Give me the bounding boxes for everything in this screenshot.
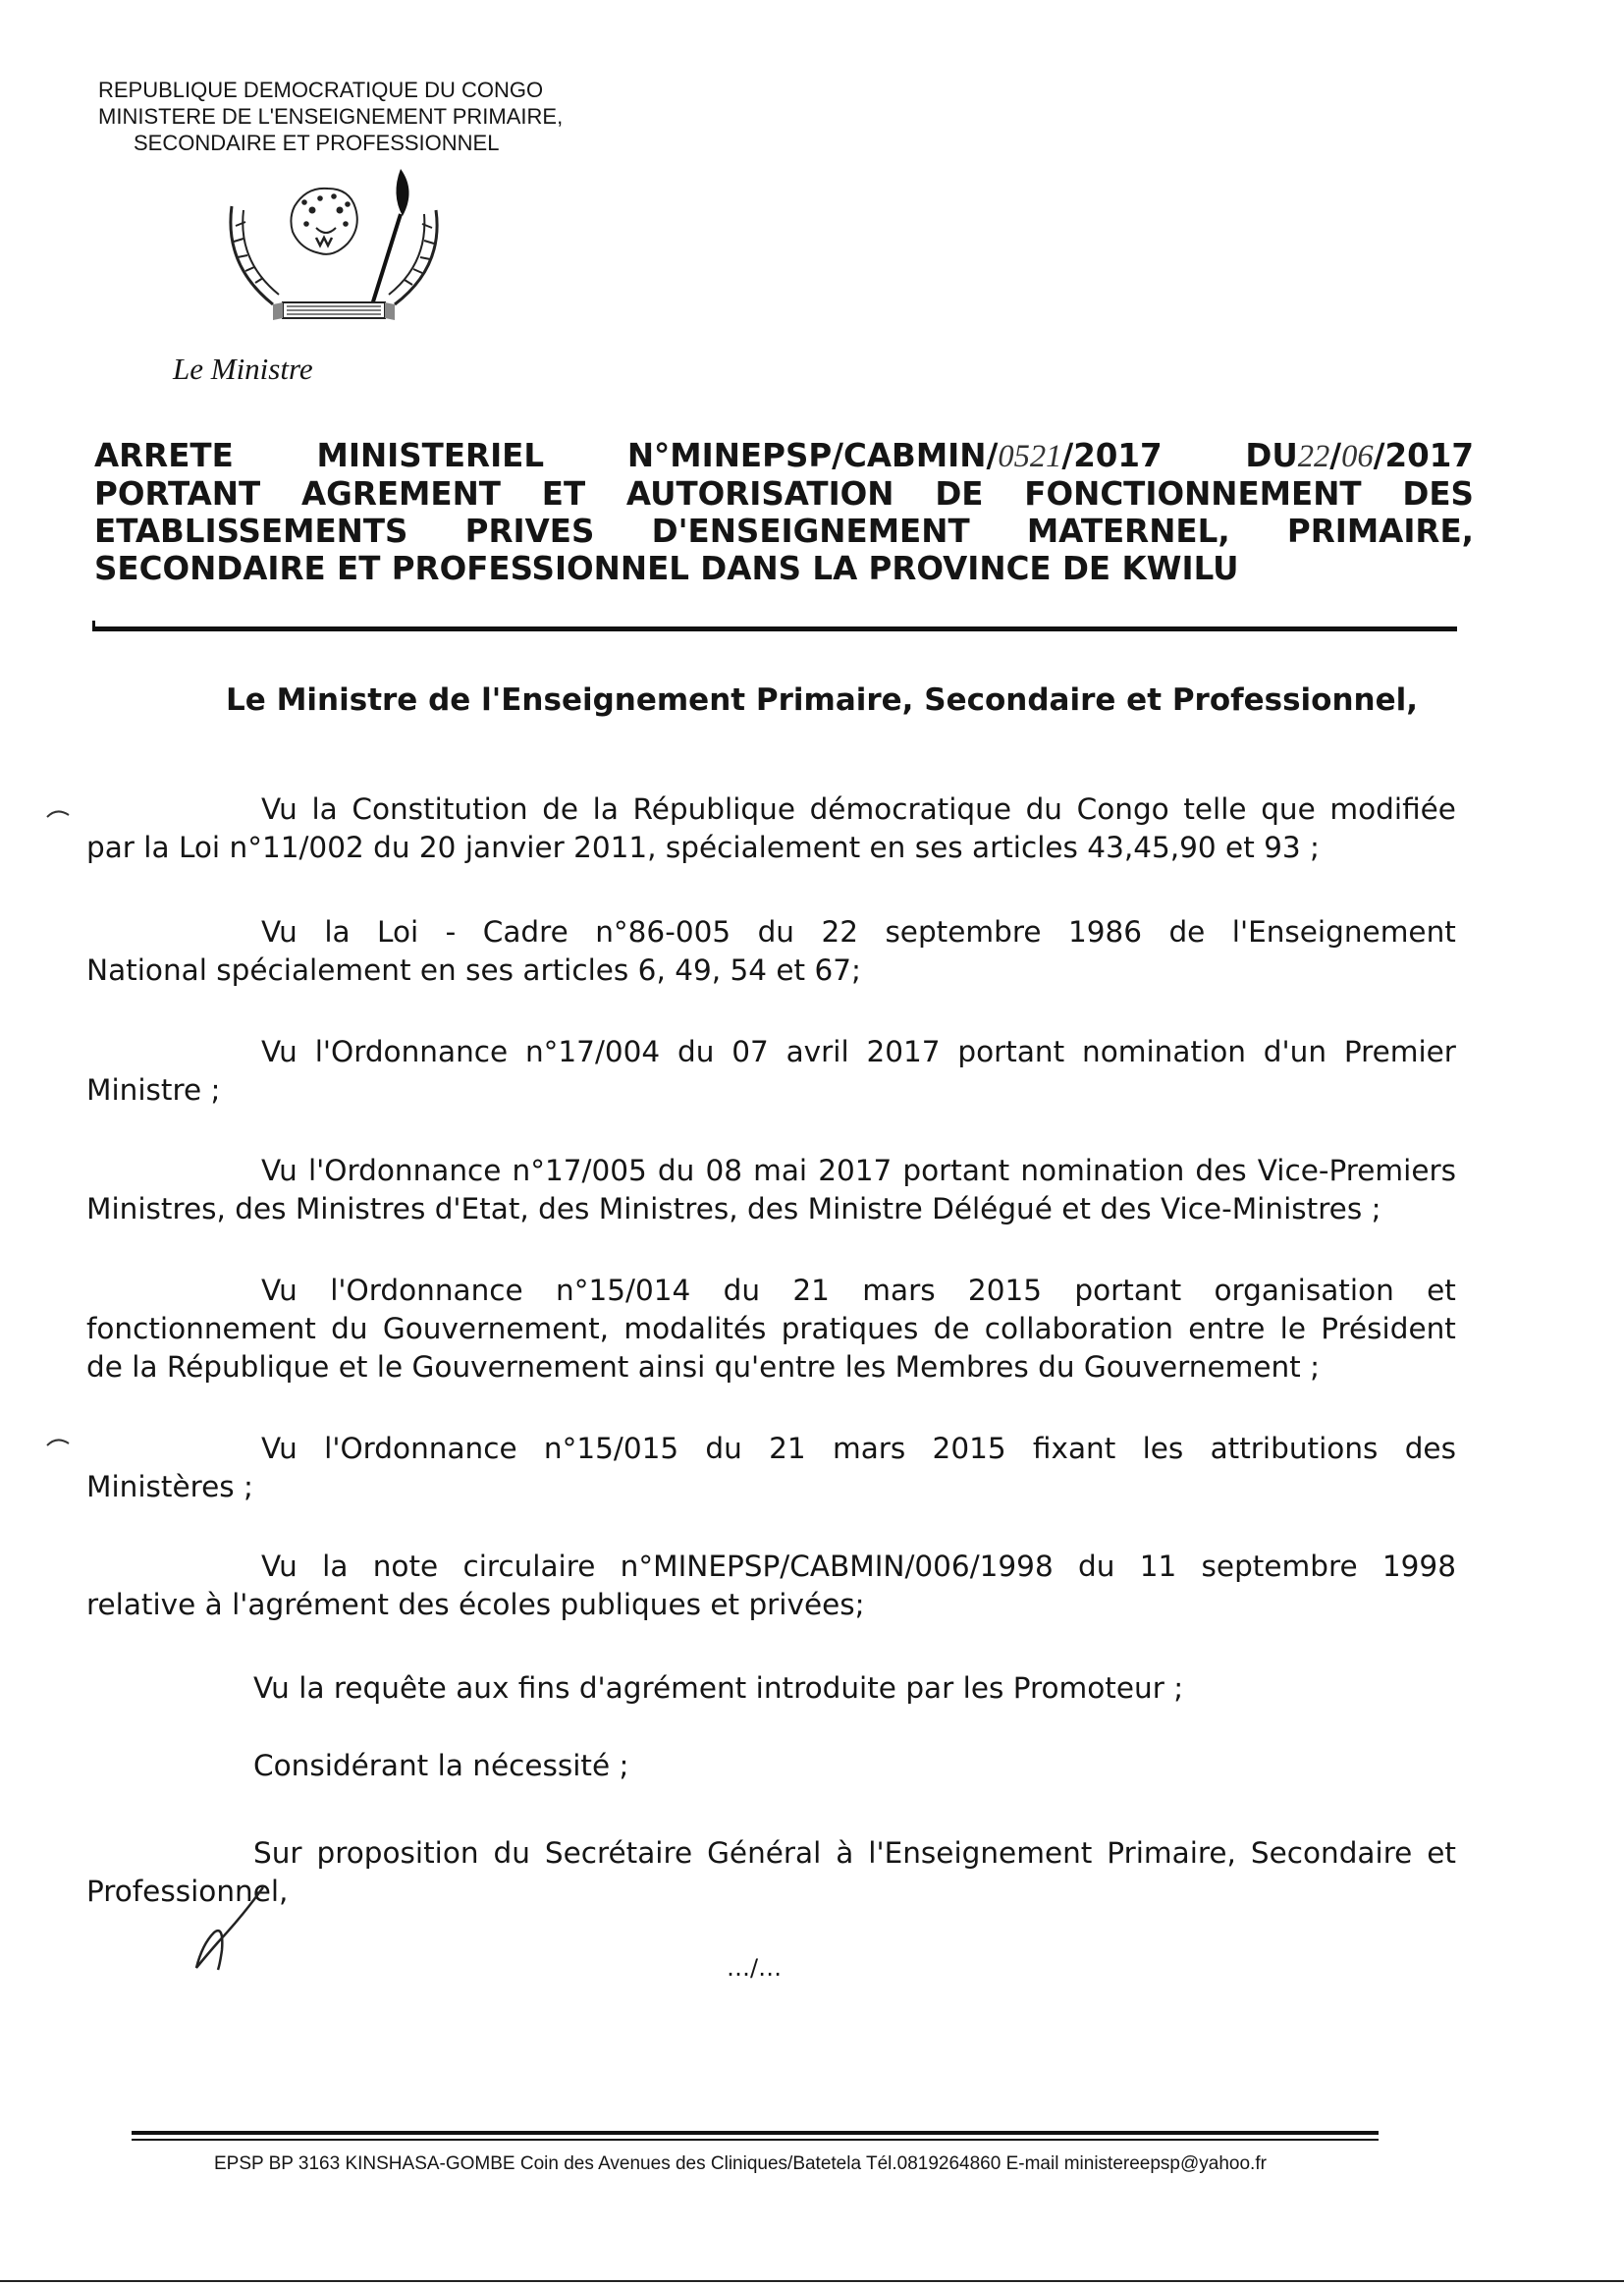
title-line-2 — [94, 475, 1474, 513]
letterhead-ministry: MINISTERE DE L'ENSEIGNEMENT PRIMAIRE, — [98, 104, 564, 129]
title-word: DES — [1402, 475, 1474, 513]
title-word: AGREMENT — [300, 475, 501, 513]
title-word: PORTANT — [94, 475, 261, 513]
margin-mark-icon — [45, 1436, 71, 1447]
paragraph-line: Vu la note circulaire n°MINEPSP/CABMIN/006/1998 du 11 septembre 1998 — [261, 1550, 1456, 1583]
paragraph-line: relative à l'agrément des écoles publiques et privées; — [86, 1588, 865, 1621]
paragraph-line: Vu l'Ordonnance n°17/005 du 08 mai 2017 portant nomination des Vice-Premiers — [261, 1154, 1456, 1187]
title-word: ARRETE — [94, 437, 234, 474]
title-line-1 — [94, 437, 1474, 475]
footer-rule — [132, 2131, 1379, 2135]
paragraph-line: Vu l'Ordonnance n°15/014 du 21 mars 2015 portant organisation et — [261, 1274, 1456, 1307]
footer-address: EPSP BP 3163 KINSHASA-GOMBE Coin des Avenues des Cliniques/Batetela Tél.0819264860 E-mail ministereepsp@yahoo.fr — [214, 2153, 1267, 2174]
title-word: ET — [541, 475, 586, 513]
left-tusk-icon — [231, 206, 279, 304]
spear-icon — [369, 169, 409, 314]
title-line-3 — [94, 513, 1474, 550]
title-word: ETABLISSEMENTS — [94, 513, 408, 550]
title-underline-tick — [92, 621, 95, 630]
handwritten-month: 06 — [1341, 439, 1374, 474]
letterhead-ministry-cont: SECONDAIRE ET PROFESSIONNEL — [134, 131, 500, 155]
paragraph-line: Professionnel, — [86, 1875, 289, 1908]
paragraph-line: Ministre ; — [86, 1073, 221, 1107]
paragraph-line: Ministères ; — [86, 1470, 253, 1503]
letterhead-country: REPUBLIQUE DEMOCRATIQUE DU CONGO — [98, 78, 544, 102]
page-continuation-mark: …/… — [727, 1954, 783, 1982]
paragraph-note-circulaire — [86, 1548, 1456, 1624]
title-word: D'ENSEIGNEMENT — [651, 513, 970, 550]
paragraph-proposition — [86, 1834, 1456, 1911]
paragraph-line: de la République et le Gouvernement ainsi qu'entre les Membres du Gouvernement ; — [86, 1350, 1321, 1384]
scan-edge-line — [0, 2280, 1624, 2282]
title-word: PRIMAIRE, — [1286, 513, 1474, 550]
handwritten-decree-no: 0521 — [998, 439, 1062, 474]
paragraph-ordonnance-gouvernement — [86, 1272, 1456, 1387]
paragraph-line: Sur proposition du Secrétaire Général à l'Enseignement Primaire, Secondaire et — [253, 1836, 1456, 1870]
paragraph-considerant — [86, 1747, 1456, 1785]
paragraph-line: par la Loi n°11/002 du 20 janvier 2011, spécialement en ses articles 43,45,90 et 93 ; — [86, 831, 1320, 864]
paragraph-line: Vu la Constitution de la République démocratique du Congo telle que modifiée — [261, 792, 1456, 826]
letterhead — [98, 77, 563, 156]
margin-mark-icon — [45, 807, 71, 819]
paragraph-ordonnance-ministres — [86, 1152, 1456, 1228]
title-word: DE — [935, 475, 984, 513]
paragraph-line: Ministres, des Ministres d'Etat, des Ministres, des Ministre Délégué et des Vice-Ministres ; — [86, 1192, 1381, 1225]
title-line-4 — [94, 550, 1474, 587]
minister-label: Le Ministre — [173, 352, 313, 386]
title-word: FONCTIONNEMENT — [1024, 475, 1362, 513]
motto-ribbon-icon — [273, 302, 395, 320]
title-word: MINISTERIEL — [316, 437, 545, 474]
paragraph-line: fonctionnement du Gouvernement, modalités pratiques de collaboration entre le Président — [86, 1312, 1456, 1345]
paragraph-ordonnance-attributions — [86, 1430, 1456, 1506]
decree-date: DU22/06/2017 — [1245, 437, 1474, 474]
decree-number: N°MINEPSP/CABMIN/0521/2017 — [626, 437, 1163, 474]
paragraph-ordonnance-premier-ministre — [86, 1033, 1456, 1110]
paragraph-loi-cadre — [86, 913, 1456, 990]
paragraph-line: Vu l'Ordonnance n°15/015 du 21 mars 2015 fixant les attributions des — [261, 1432, 1456, 1465]
footer-rule-thin — [132, 2139, 1379, 2141]
coat-of-arms-emblem — [218, 167, 450, 330]
handwritten-initial-signature — [189, 1885, 267, 1972]
paragraph-line: Considérant la nécessité ; — [253, 1749, 629, 1782]
title-text: SECONDAIRE ET PROFESSIONNEL DANS LA PROVINCE DE KWILU — [94, 550, 1239, 587]
title-underline-rule — [92, 626, 1457, 631]
leopard-head-icon — [291, 189, 356, 254]
paragraph-line: Vu la requête aux fins d'agrément introduite par les Promoteur ; — [253, 1671, 1184, 1705]
title-word: AUTORISATION — [625, 475, 894, 513]
paragraph-line: Vu l'Ordonnance n°17/004 du 07 avril 2017 portant nomination d'un Premier — [261, 1035, 1456, 1068]
paragraph-line: Vu la Loi - Cadre n°86-005 du 22 septembre 1986 de l'Enseignement — [261, 915, 1456, 949]
paragraph-requete — [86, 1669, 1456, 1708]
issuing-authority: Le Ministre de l'Enseignement Primaire, Secondaire et Professionnel, — [226, 682, 1419, 718]
handwritten-day: 22 — [1297, 439, 1330, 474]
title-word: PRIVES — [464, 513, 595, 550]
title-word: MATERNEL, — [1026, 513, 1230, 550]
decree-title — [94, 437, 1474, 587]
paragraph-line: National spécialement en ses articles 6, 49, 54 et 67; — [86, 953, 861, 987]
paragraph-constitution — [86, 790, 1456, 867]
